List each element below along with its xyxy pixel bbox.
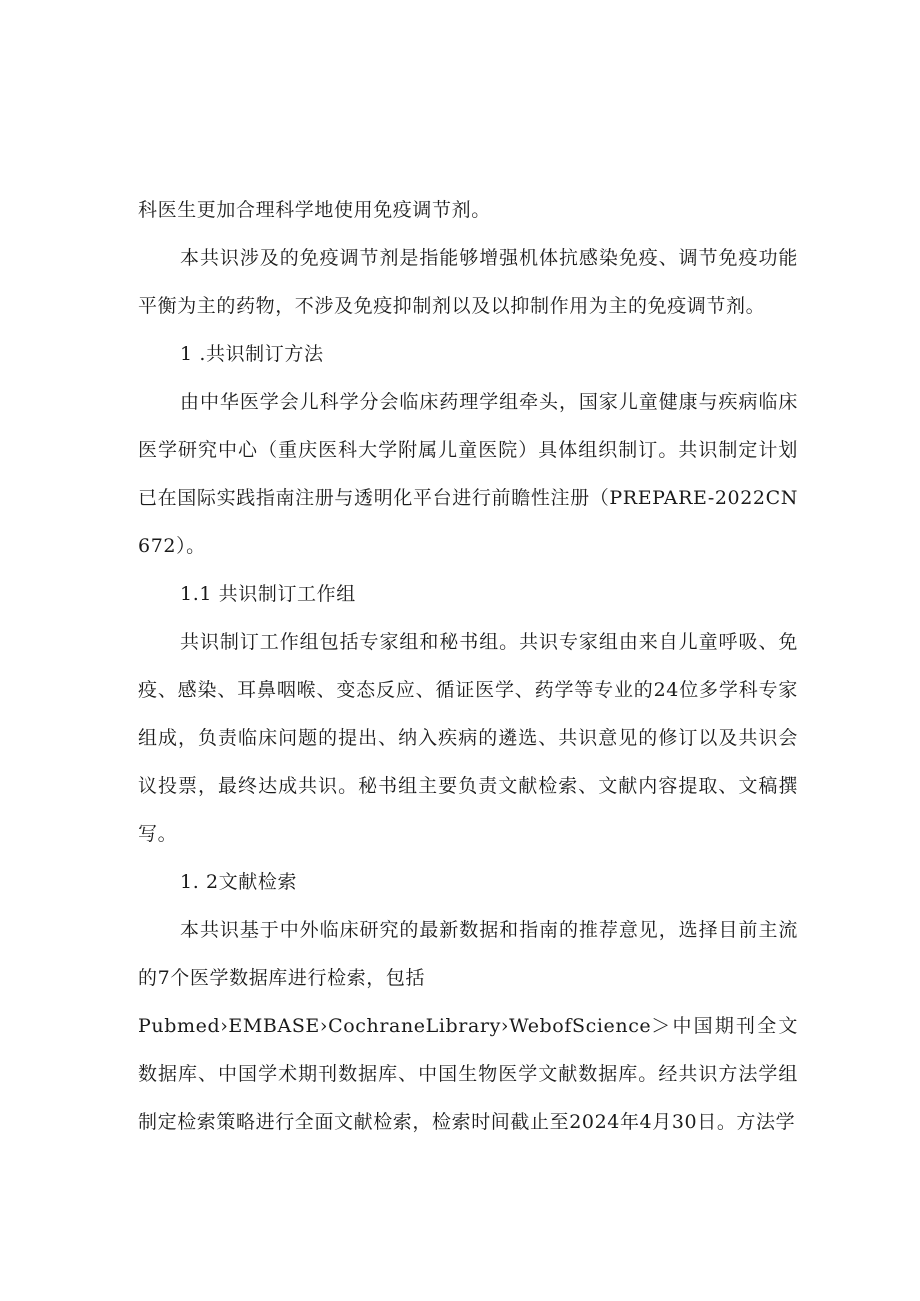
- paragraph-scope: 本共识涉及的免疫调节剂是指能够增强机体抗感染免疫、调节免疫功能平衡为主的药物，不涉及免疫抑制剂以及以抑制作用为主的免疫调节剂。: [138, 247, 798, 317]
- section-heading-literature-search: 1. 2文献检索: [180, 871, 298, 893]
- section-heading-method: 1 .共识制订方法: [180, 343, 324, 365]
- section-heading-working-group: 1.1 共识制订工作组: [180, 583, 356, 605]
- paragraph-organization: 由中华医学会儿科学分会临床药理学组牵头，国家儿童健康与疾病临床医学研究中心（重庆医科大学附属儿童医院）具体组织制订。共识制定计划已在国际实践指南注册与透明化平台进行前瞻性注册（PREPARE-2022CN672）。: [138, 391, 798, 557]
- paragraph-search-intro: 本共识基于中外临床研究的最新数据和指南的推荐意见，选择目前主流的7个医学数据库进行检索，包括: [138, 919, 798, 989]
- paragraph-search-databases: Pubmed›EMBASE›CochraneLibrary›WebofScience＞中国期刊全文数据库、中国学术期刊数据库、中国生物医学文献数据库。经共识方法学组制定检索策略进行全面文献检索，检索时间截止至2024年4月30日。方法学: [138, 1015, 798, 1133]
- paragraph-continuation: 科医生更加合理科学地使用免疫调节剂。: [138, 199, 491, 221]
- document-body: [138, 186, 798, 1146]
- paragraph-working-group: 共识制订工作组包括专家组和秘书组。共识专家组由来自儿童呼吸、免疫、感染、耳鼻咽喉、变态反应、循证医学、药学等专业的24位多学科专家组成，负责临床问题的提出、纳入疾病的遴选、共识意见的修订以及共识会议投票，最终达成共识。秘书组主要负责文献检索、文献内容提取、文稿撰写。: [138, 631, 798, 845]
